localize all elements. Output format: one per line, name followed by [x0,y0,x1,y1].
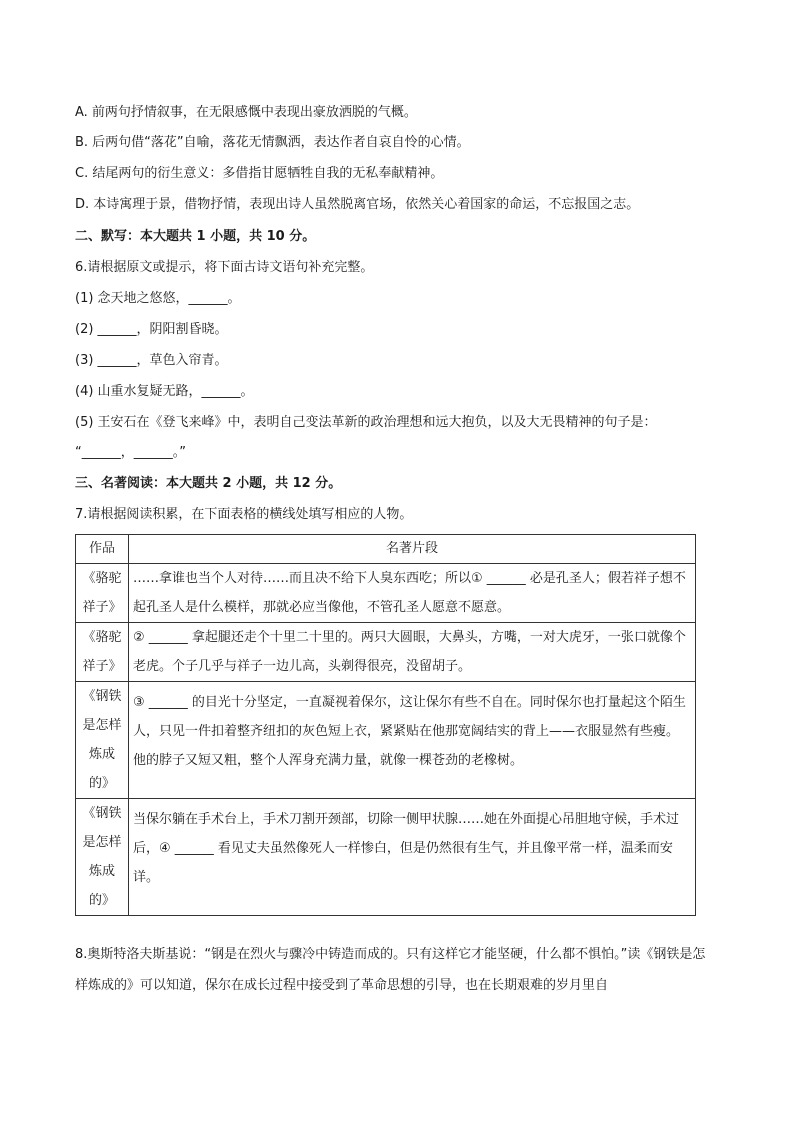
q6-item-2: (2) ______，阴阳割昏晓。 [75,322,228,337]
works-table [75,534,696,916]
section-3-heading: 三、名著阅读：本大题共 2 小题，共 12 分。 [75,476,342,491]
table-row [76,623,696,682]
header-excerpt: 名著片段 [129,535,696,564]
section-2-heading: 二、默写：本大题共 1 小题，共 10 分。 [75,229,316,244]
option-a: A. 前两句抒情叙事，在无限感慨中表现出豪放洒脱的气概。 [75,105,417,120]
q6-item-3: (3) ______，草色入帘青。 [75,353,228,368]
option-c: C. 结尾两句的衍生意义：多借指甘愿牺牲自我的无私奉献精神。 [75,166,444,181]
excerpt-text: ② ______ 拿起腿还走个十里二十里的。两只大圆眼，大鼻头，方嘴，一对大虎牙，一张口就像个老虎。个子几乎与祥子一边儿高，头剃得很亮，没留胡子。 [129,623,696,682]
table-header-row [76,535,696,564]
table-row [76,682,696,799]
q6-item-4: (4) 山重水复疑无路，______。 [75,384,254,399]
excerpt-text: ③ ______ 的目光十分坚定，一直凝视着保尔，这让保尔有些不自在。同时保尔也打量起这个陌生人，只见一件扣着整齐纽扣的灰色短上衣，紧紧贴在他那宽阔结实的背上——衣服显然有些瘦。他的脖子又短又粗，整个人浑身充满力量，就像一棵苍劲的老橡树。 [129,682,696,799]
table-row [76,799,696,916]
work-title: 《骆驼祥子》 [76,564,129,623]
option-d: D. 本诗寓理于景，借物抒情，表现出诗人虽然脱离官场，依然关心着国家的命运，不忘报国之志。 [75,197,640,212]
work-title: 《骆驼祥子》 [76,623,129,682]
work-title: 《钢铁是怎样炼成的》 [76,799,129,916]
excerpt-text: ……拿谁也当个人对待……而且决不给下人臭东西吃；所以① ______ 必是孔圣人；假若祥子想不起孔圣人是什么模样，那就必应当像他，不管孔圣人愿意不愿意。 [129,564,696,623]
q6-item-5: (5) 王安石在《登飞来峰》中，表明自己变法革新的政治理想和远大抱负，以及大无畏精神的句子是： [75,415,657,430]
work-title: 《钢铁是怎样炼成的》 [76,682,129,799]
table-row [76,564,696,623]
header-work: 作品 [76,535,129,564]
q6-item-5-answer: “______，______。” [75,445,186,460]
option-b: B. 后两句借“落花”自喻，落花无情飘洒，表达作者自哀自怜的心情。 [75,135,470,150]
q6-item-1: (1) 念天地之悠悠，______。 [75,291,241,306]
q6-prompt: 6.请根据原文或提示，将下面古诗文语句补充完整。 [75,260,374,275]
excerpt-text: 当保尔躺在手术台上，手术刀割开颈部，切除一侧甲状腺……她在外面提心吊胆地守候，手术过后，④ ______ 看见丈夫虽然像死人一样惨白，但是仍然很有生气，并且像平常一样，温柔而安详。 [129,799,696,916]
q8-text: 8.奥斯特洛夫斯基说：“钢是在烈火与骤冷中铸造而成的。只有这样它才能坚硬，什么都不惧怕。”读《钢铁是怎样炼成的》可以知道，保尔在成长过程中接受到了革命思想的引导，也在长期艰难的岁月里自 [75,947,706,993]
q7-prompt: 7.请根据阅读积累，在下面表格的横线处填写相应的人物。 [75,507,413,522]
